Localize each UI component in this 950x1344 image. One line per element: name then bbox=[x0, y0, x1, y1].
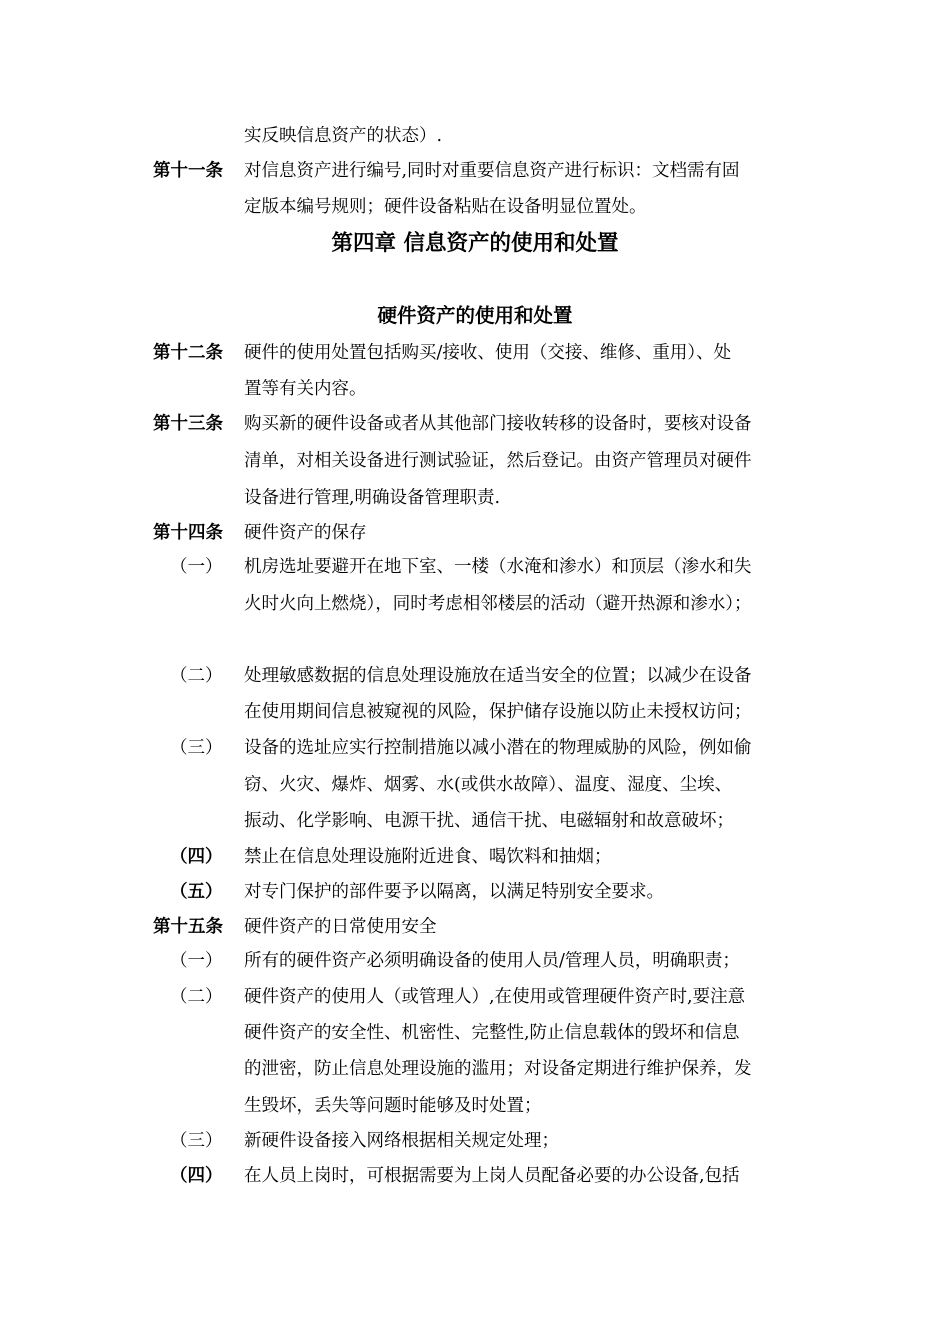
item-text: 对专门保护的部件要予以隔离，以满足特别安全要求。 bbox=[244, 882, 664, 902]
article-label: 第十三条 bbox=[153, 414, 223, 434]
section-title: 硬件资产的使用和处置 bbox=[377, 304, 573, 327]
item-text: 在人员上岗时，可根据需要为上岗人员配备必要的办公设备,包括 bbox=[244, 1166, 740, 1186]
item-text: 窃、火灾、爆炸、烟雾、水(或供水故障）、温度、湿度、尘埃、 bbox=[244, 775, 733, 795]
article-text: 置等有关内容。 bbox=[244, 379, 367, 399]
list-item bbox=[0, 1123, 950, 1159]
list-item-continuation bbox=[0, 586, 950, 622]
chapter-heading bbox=[0, 226, 950, 262]
article-text: 定版本编号规则；硬件设备粘贴在设备明显位置处。 bbox=[244, 197, 647, 217]
list-item bbox=[0, 1158, 950, 1194]
paragraph-continuation bbox=[0, 118, 950, 154]
article-label: 第十四条 bbox=[153, 523, 223, 543]
item-text: 的泄密，防止信息处理设施的滥用；对设备定期进行维护保养，发 bbox=[244, 1059, 752, 1079]
list-item-continuation bbox=[0, 803, 950, 839]
list-item-continuation bbox=[0, 1088, 950, 1124]
item-text: 所有的硬件资产必须明确设备的使用人员/管理人员，明确职责； bbox=[244, 951, 740, 971]
list-item-continuation bbox=[0, 1051, 950, 1087]
article-13-line-3 bbox=[0, 480, 950, 516]
item-text: 禁止在信息处理设施附近进食、喝饮料和抽烟； bbox=[244, 847, 612, 867]
chapter-title: 第四章 信息资产的使用和处置 bbox=[331, 231, 619, 256]
article-13 bbox=[0, 406, 950, 442]
list-item bbox=[0, 549, 950, 585]
item-text: 新硬件设备接入网络根据相关规定处理； bbox=[244, 1131, 559, 1151]
article-12-line-2 bbox=[0, 371, 950, 407]
item-text: 处理敏感数据的信息处理设施放在适当安全的位置；以减少在设备 bbox=[244, 666, 752, 686]
article-text: 硬件的使用处置包括购买/接收、使用（交接、维修、重用）、处 bbox=[244, 343, 732, 363]
section-heading bbox=[0, 298, 950, 334]
article-text: 购买新的硬件设备或者从其他部门接收转移的设备时，要核对设备 bbox=[244, 414, 752, 434]
list-item-continuation bbox=[0, 694, 950, 730]
article-12 bbox=[0, 335, 950, 371]
article-text: 硬件资产的日常使用安全 bbox=[244, 917, 437, 937]
list-item-continuation bbox=[0, 1015, 950, 1051]
item-label: （三） bbox=[170, 738, 223, 758]
article-13-line-2 bbox=[0, 443, 950, 479]
item-label: （二） bbox=[170, 987, 223, 1007]
article-text: 硬件资产的保存 bbox=[244, 523, 367, 543]
item-text: 火时火向上燃烧），同时考虑相邻楼层的活动（避开热源和渗水）； bbox=[244, 594, 752, 614]
item-label: （四） bbox=[170, 847, 223, 867]
list-item-continuation bbox=[0, 767, 950, 803]
list-item bbox=[0, 730, 950, 766]
item-text: 振动、化学影响、电源干扰、通信干扰、电磁辐射和故意破坏； bbox=[244, 811, 734, 831]
item-text: 设备的选址应实行控制措施以减小潜在的物理威胁的风险，例如偷 bbox=[244, 738, 752, 758]
article-11-line-2 bbox=[0, 189, 950, 225]
article-11 bbox=[0, 153, 950, 189]
list-item bbox=[0, 839, 950, 875]
item-text: 生毁坏，丢失等问题时能够及时处置； bbox=[244, 1096, 542, 1116]
article-label: 第十五条 bbox=[153, 917, 223, 937]
item-text: 硬件资产的安全性、机密性、完整性,防止信息载体的毁坏和信息 bbox=[244, 1023, 740, 1043]
item-text: 硬件资产的使用人（或管理人）,在使用或管理硬件资产时,要注意 bbox=[244, 987, 746, 1007]
article-label: 第十二条 bbox=[153, 343, 223, 363]
article-text: 设备进行管理,明确设备管理职责. bbox=[244, 488, 501, 508]
list-item bbox=[0, 979, 950, 1015]
article-text: 清单，对相关设备进行测试验证，然后登记。由资产管理员对硬件 bbox=[244, 451, 752, 471]
article-label: 第十一条 bbox=[153, 161, 223, 181]
list-item bbox=[0, 943, 950, 979]
article-15 bbox=[0, 909, 950, 945]
item-label: （三） bbox=[170, 1131, 223, 1151]
item-text: 机房选址要避开在地下室、一楼（水淹和渗水）和顶层（渗水和失 bbox=[244, 557, 752, 577]
item-label: （一） bbox=[170, 951, 223, 971]
list-item bbox=[0, 658, 950, 694]
item-label: （一） bbox=[170, 557, 223, 577]
article-14 bbox=[0, 515, 950, 551]
paragraph-text: 实反映信息资产的状态）. bbox=[244, 126, 443, 146]
item-label: （五） bbox=[170, 882, 223, 902]
list-item bbox=[0, 874, 950, 910]
article-text: 对信息资产进行编号,同时对重要信息资产进行标识：文档需有固 bbox=[244, 161, 740, 181]
item-label: （四） bbox=[170, 1166, 223, 1186]
item-text: 在使用期间信息被窥视的风险，保护储存设施以防止未授权访问； bbox=[244, 702, 752, 722]
item-label: （二） bbox=[170, 666, 223, 686]
